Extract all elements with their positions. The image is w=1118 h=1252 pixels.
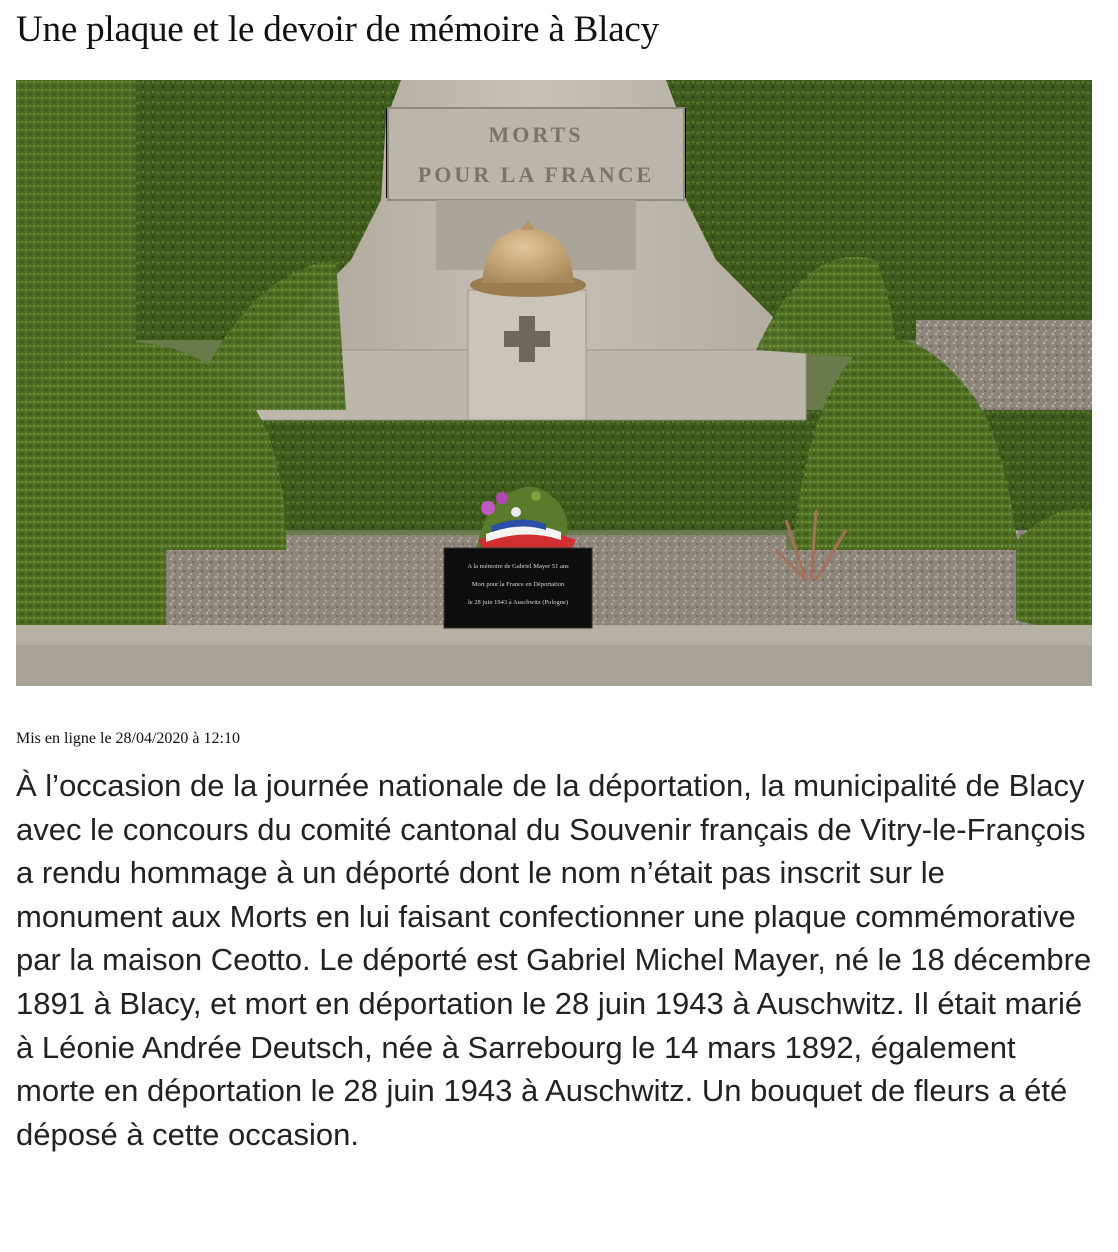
plaque-line-1: A la mémoire de Gabriel Mayer 51 ans [467,563,569,570]
plaque-line-3: le 28 juin 1943 à Auschwitz (Pologne) [467,599,569,606]
publication-date: Mis en ligne le 28/04/2020 à 12:10 [16,730,240,747]
plaque-line-2: Mort pour la France en Déportation [471,581,565,588]
article-title: Une plaque et le devoir de mémoire à Blacy [16,9,659,50]
article-body: À l’occasion de la journée nationale de la déportation, la municipalité de Blacy avec le concours du comité cantonal du Souvenir français de Vitry-le-François a rendu hommage à un déporté dont le nom n’était pas inscrit sur le monument aux Morts en lui faisant confectionner une plaque commémorative par la maison Ceotto. Le déporté est Gabriel Michel Mayer, né le 18 décembre 1891 à Blacy, et mort en déportation le 28 juin 1943 à Auschwitz. Il était marié à Léonie Andrée Deutsch, née à Sarrebourg le 14 mars 1892, également morte en déportation le 28 juin 1943 à Auschwitz. Un bouquet de fleurs a été déposé à cette occasion. [16,768,1092,1152]
monument-inscription-1: MORTS [488,122,584,147]
memorial-plaque [444,548,592,628]
monument-inscription-2: POUR LA FRANCE [417,162,655,187]
memorial-photo [16,80,1092,686]
